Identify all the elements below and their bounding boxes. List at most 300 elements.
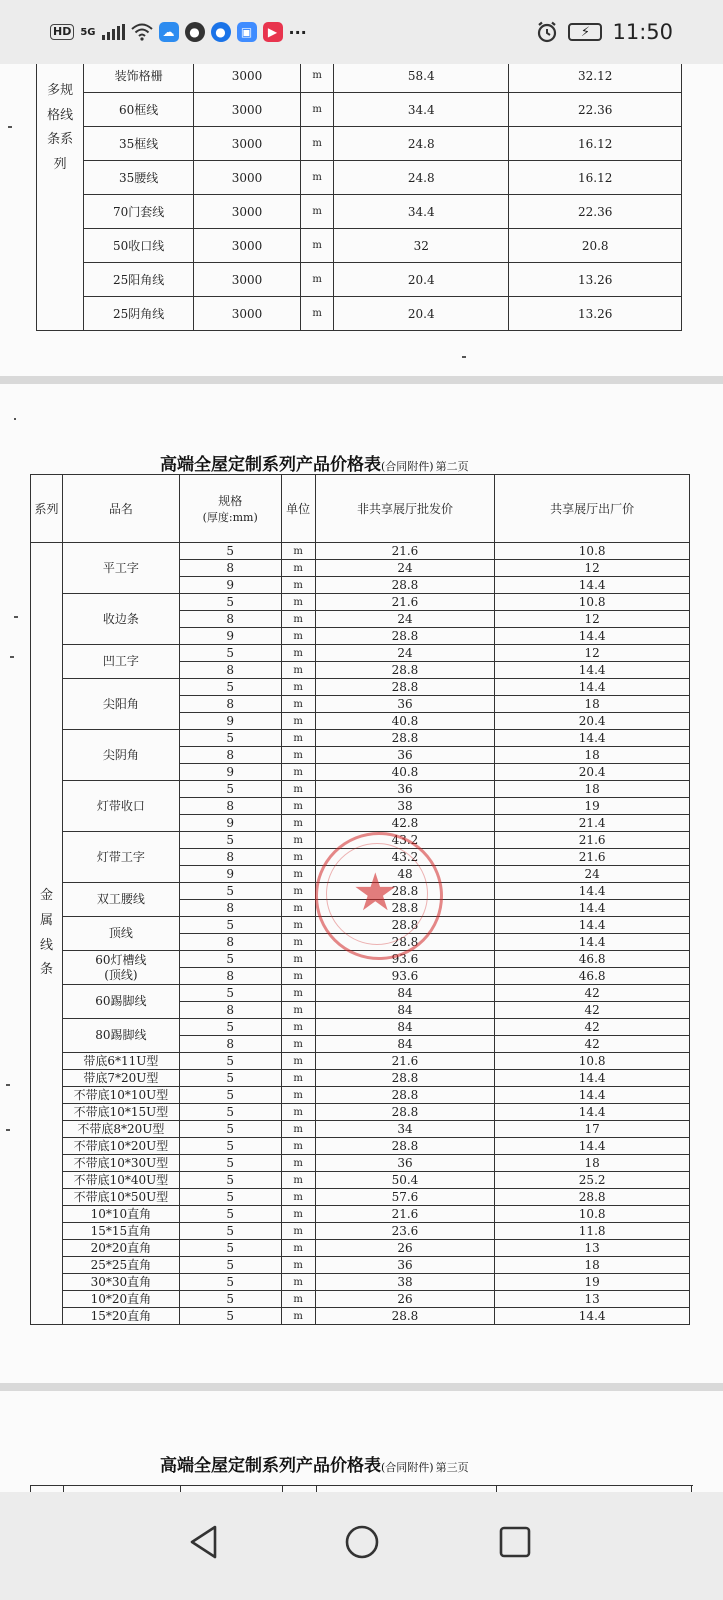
factory-price: 18 (495, 1155, 690, 1172)
unit-value: m (301, 297, 334, 331)
wholesale-price: 28.8 (315, 1087, 495, 1104)
back-triangle-icon (188, 1524, 220, 1560)
spec-value: 3000 (194, 229, 301, 263)
factory-price: 46.8 (495, 968, 690, 985)
header-spec-label: 规格 (218, 494, 243, 508)
product-name: 不带底10*15U型 (63, 1104, 180, 1121)
table-row (37, 297, 682, 331)
unit-value: m (281, 1087, 315, 1104)
wholesale-price: 32 (334, 229, 509, 263)
wholesale-price: 24 (315, 645, 495, 662)
unit-value: m (281, 1240, 315, 1257)
table-row (31, 1206, 690, 1223)
table-row (31, 1274, 690, 1291)
wholesale-price: 34.4 (334, 93, 509, 127)
spec-value: 5 (179, 1070, 281, 1087)
spec-value: 5 (179, 543, 281, 560)
wholesale-price: 57.6 (315, 1189, 495, 1206)
wholesale-price: 84 (315, 1002, 495, 1019)
unit-value: m (281, 917, 315, 934)
page-label: 第二页 (435, 460, 469, 473)
wholesale-price: 20.4 (334, 263, 509, 297)
product-name: 凹工字 (63, 645, 180, 679)
product-name: 15*15直角 (63, 1223, 180, 1240)
factory-price: 18 (495, 1257, 690, 1274)
spec-value: 3000 (194, 263, 301, 297)
product-name: 30*30直角 (63, 1274, 180, 1291)
unit-value: m (281, 713, 315, 730)
spec-value: 5 (179, 1257, 281, 1274)
unit-value: m (281, 1019, 315, 1036)
table-row (31, 951, 690, 968)
status-right (536, 20, 673, 44)
table-row (31, 1172, 690, 1189)
factory-price: 14.4 (495, 1087, 690, 1104)
price-table-page-2 (30, 474, 690, 1325)
spec-value: 5 (179, 1121, 281, 1138)
wholesale-price: 28.8 (315, 917, 495, 934)
wholesale-price: 20.4 (334, 297, 509, 331)
spec-value: 8 (179, 747, 281, 764)
factory-price: 10.8 (495, 543, 690, 560)
factory-price: 12 (495, 560, 690, 577)
spec-value: 8 (179, 696, 281, 713)
product-name: 收边条 (63, 594, 180, 645)
spec-value: 5 (179, 645, 281, 662)
product-name: 80踢脚线 (63, 1019, 180, 1053)
factory-price: 10.8 (495, 594, 690, 611)
document-page-2 (0, 384, 723, 1383)
spec-value: 8 (179, 900, 281, 917)
product-name: 不带底10*20U型 (63, 1138, 180, 1155)
unit-value: m (281, 951, 315, 968)
unit-value: m (301, 195, 334, 229)
status-bar (0, 0, 723, 64)
title-text: 高端全屋定制系列产品价格表 (160, 1456, 381, 1476)
unit-value: m (281, 645, 315, 662)
table-row (31, 917, 690, 934)
hd-badge: HD (50, 24, 74, 40)
spec-value: 9 (179, 713, 281, 730)
product-name: 双工腰线 (63, 883, 180, 917)
spec-value: 5 (179, 832, 281, 849)
factory-price: 14.4 (495, 679, 690, 696)
header-spec (179, 475, 281, 543)
wholesale-price: 38 (315, 798, 495, 815)
unit-value: m (301, 161, 334, 195)
factory-price: 16.12 (509, 127, 682, 161)
spec-value: 5 (179, 1138, 281, 1155)
spec-value: 9 (179, 764, 281, 781)
wholesale-price: 24.8 (334, 127, 509, 161)
table-row (31, 1189, 690, 1206)
spec-value: 5 (179, 951, 281, 968)
wholesale-price: 42.8 (315, 815, 495, 832)
spec-value: 3000 (194, 195, 301, 229)
wholesale-price: 84 (315, 1036, 495, 1053)
product-name: 35框线 (84, 127, 194, 161)
scan-speck (6, 1084, 10, 1086)
spec-value: 3000 (194, 127, 301, 161)
header-unit: 单位 (281, 475, 315, 543)
factory-price: 14.4 (495, 934, 690, 951)
wifi-icon (131, 23, 153, 41)
unit-value: m (281, 985, 315, 1002)
unit-value: m (281, 577, 315, 594)
factory-price: 22.36 (509, 195, 682, 229)
document-page-1 (0, 64, 723, 376)
price-table-page-1 (36, 64, 682, 331)
factory-price: 42 (495, 1002, 690, 1019)
wholesale-price: 28.8 (315, 679, 495, 696)
factory-price: 12 (495, 611, 690, 628)
unit-value: m (281, 1206, 315, 1223)
spec-value: 5 (179, 1104, 281, 1121)
browser-app-icon: ● (211, 22, 231, 42)
wholesale-price: 36 (315, 1257, 495, 1274)
page-3-table-top (30, 1485, 693, 1492)
factory-price: 14.4 (495, 1070, 690, 1087)
video-app-icon: ▶ (263, 22, 283, 42)
product-name: 70门套线 (84, 195, 194, 229)
wholesale-price: 23.6 (315, 1223, 495, 1240)
unit-value: m (281, 628, 315, 645)
spec-value: 8 (179, 849, 281, 866)
table-row (31, 1155, 690, 1172)
table-row (37, 161, 682, 195)
spec-value: 5 (179, 1291, 281, 1308)
unit-value: m (281, 1070, 315, 1087)
cloud-app-icon: ☁ (159, 22, 179, 42)
factory-price: 13 (495, 1240, 690, 1257)
wholesale-price: 34 (315, 1121, 495, 1138)
spec-value: 9 (179, 628, 281, 645)
spec-value: 8 (179, 968, 281, 985)
factory-price: 10.8 (495, 1206, 690, 1223)
signal-icon (102, 24, 125, 40)
message-app-icon: ● (185, 22, 205, 42)
clock: 11:50 (612, 20, 673, 44)
product-name: 不带底8*20U型 (63, 1121, 180, 1138)
unit-value: m (281, 662, 315, 679)
unit-value: m (281, 543, 315, 560)
spec-value: 5 (179, 1155, 281, 1172)
spec-value: 5 (179, 1172, 281, 1189)
spec-value: 5 (179, 883, 281, 900)
product-name: 50收口线 (84, 229, 194, 263)
unit-value: m (281, 1138, 315, 1155)
wholesale-price: 21.6 (315, 594, 495, 611)
product-name: 10*10直角 (63, 1206, 180, 1223)
factory-price: 46.8 (495, 951, 690, 968)
factory-price: 14.4 (495, 662, 690, 679)
wholesale-price: 28.8 (315, 1104, 495, 1121)
wholesale-price: 28.8 (315, 662, 495, 679)
wholesale-price: 93.6 (315, 951, 495, 968)
product-name: 60灯槽线 (顶线) (63, 951, 180, 985)
wholesale-price: 93.6 (315, 968, 495, 985)
header-spec-sub: (厚度:mm) (202, 511, 258, 524)
table-row (31, 781, 690, 798)
spec-value: 5 (179, 1087, 281, 1104)
table-row (37, 127, 682, 161)
table-row (31, 1104, 690, 1121)
table-row (31, 1308, 690, 1325)
spec-value: 5 (179, 1206, 281, 1223)
table-row (31, 1053, 690, 1070)
wholesale-price: 28.8 (315, 934, 495, 951)
product-name: 装饰格栅 (84, 64, 194, 93)
page-title (160, 450, 469, 475)
recents-square-icon (498, 1525, 532, 1559)
unit-value: m (281, 968, 315, 985)
product-name: 顶线 (63, 917, 180, 951)
unit-value: m (281, 1002, 315, 1019)
factory-price: 14.4 (495, 1104, 690, 1121)
product-name: 20*20直角 (63, 1240, 180, 1257)
unit-value: m (281, 798, 315, 815)
wholesale-price: 28.8 (315, 1138, 495, 1155)
recents-button[interactable] (495, 1522, 535, 1562)
factory-price: 14.4 (495, 900, 690, 917)
table-row (31, 679, 690, 696)
factory-price: 32.12 (509, 64, 682, 93)
factory-price: 13.26 (509, 263, 682, 297)
table-row (31, 1019, 690, 1036)
unit-value: m (281, 1104, 315, 1121)
spec-value: 5 (179, 781, 281, 798)
spec-value: 5 (179, 594, 281, 611)
spec-value: 5 (179, 679, 281, 696)
wholesale-price: 38 (315, 1274, 495, 1291)
spec-value: 5 (179, 1223, 281, 1240)
factory-price: 17 (495, 1121, 690, 1138)
wholesale-price: 40.8 (315, 764, 495, 781)
unit-value: m (281, 883, 315, 900)
unit-value: m (281, 594, 315, 611)
unit-value: m (281, 1274, 315, 1291)
wholesale-price: 50.4 (315, 1172, 495, 1189)
factory-price: 14.4 (495, 1138, 690, 1155)
spec-value: 5 (179, 1274, 281, 1291)
wholesale-price: 28.8 (315, 900, 495, 917)
more-notifications-icon: ··· (288, 22, 307, 42)
factory-price: 13.26 (509, 297, 682, 331)
spec-value: 8 (179, 934, 281, 951)
product-name: 60框线 (84, 93, 194, 127)
unit-value: m (281, 832, 315, 849)
spec-value: 8 (179, 1002, 281, 1019)
factory-price: 11.8 (495, 1223, 690, 1240)
spec-value: 5 (179, 917, 281, 934)
shop-app-icon: ▣ (237, 22, 257, 42)
home-button[interactable] (342, 1522, 382, 1562)
table-row (37, 93, 682, 127)
spec-value: 3000 (194, 297, 301, 331)
scan-speck (14, 616, 18, 618)
wholesale-price: 48 (315, 866, 495, 883)
unit-value: m (281, 1155, 315, 1172)
product-name: 平工字 (63, 543, 180, 594)
spec-value: 8 (179, 798, 281, 815)
product-name: 尖阴角 (63, 730, 180, 781)
title-note: (合同附件) (381, 460, 434, 473)
seal-star-icon: ★ (352, 863, 399, 923)
table-row (31, 883, 690, 900)
navigation-bar (0, 1492, 723, 1600)
spec-value: 9 (179, 577, 281, 594)
header-factory: 共享展厅出厂价 (495, 475, 690, 543)
factory-price: 18 (495, 781, 690, 798)
unit-value: m (281, 1172, 315, 1189)
spec-value: 8 (179, 662, 281, 679)
product-name: 灯带工字 (63, 832, 180, 883)
spec-value: 5 (179, 985, 281, 1002)
factory-price: 21.6 (495, 849, 690, 866)
spec-value: 5 (179, 1240, 281, 1257)
wholesale-price: 36 (315, 1155, 495, 1172)
unit-value: m (281, 1036, 315, 1053)
factory-price: 10.8 (495, 1053, 690, 1070)
unit-value: m (281, 1223, 315, 1240)
product-name: 25*25直角 (63, 1257, 180, 1274)
product-name: 不带底10*30U型 (63, 1155, 180, 1172)
factory-price: 42 (495, 985, 690, 1002)
home-circle-icon (344, 1524, 380, 1560)
product-name: 带底6*11U型 (63, 1053, 180, 1070)
header-wholesale: 非共享展厅批发价 (315, 475, 495, 543)
factory-price: 25.2 (495, 1172, 690, 1189)
wholesale-price: 84 (315, 985, 495, 1002)
document-page-3 (0, 1391, 723, 1492)
unit-value: m (301, 93, 334, 127)
back-button[interactable] (184, 1522, 224, 1562)
spec-value: 9 (179, 866, 281, 883)
factory-price: 19 (495, 798, 690, 815)
alarm-icon (536, 21, 558, 43)
table-row (31, 1070, 690, 1087)
spec-value: 5 (179, 1019, 281, 1036)
factory-price: 18 (495, 747, 690, 764)
factory-price: 22.36 (509, 93, 682, 127)
unit-value: m (281, 679, 315, 696)
unit-value: m (281, 764, 315, 781)
table-row (37, 263, 682, 297)
table-row (31, 1087, 690, 1104)
table-row (31, 1138, 690, 1155)
scan-speck (10, 656, 14, 658)
unit-value: m (281, 900, 315, 917)
unit-value: m (281, 934, 315, 951)
product-name: 60踢脚线 (63, 985, 180, 1019)
unit-value: m (281, 815, 315, 832)
spec-value: 5 (179, 1308, 281, 1325)
wholesale-price: 43.2 (315, 849, 495, 866)
factory-price: 14.4 (495, 917, 690, 934)
unit-value: m (281, 1189, 315, 1206)
product-name: 25阴角线 (84, 297, 194, 331)
factory-price: 20.4 (495, 713, 690, 730)
product-name: 10*20直角 (63, 1291, 180, 1308)
factory-price: 42 (495, 1036, 690, 1053)
series-cell: 金属线条 (31, 543, 63, 1325)
factory-price: 13 (495, 1291, 690, 1308)
table-header-row (31, 475, 690, 543)
wholesale-price: 28.8 (315, 628, 495, 645)
wholesale-price: 36 (315, 781, 495, 798)
wholesale-price: 28.8 (315, 883, 495, 900)
factory-price: 12 (495, 645, 690, 662)
wholesale-price: 84 (315, 1019, 495, 1036)
title-text: 高端全屋定制系列产品价格表 (160, 455, 381, 475)
factory-price: 18 (495, 696, 690, 713)
unit-value: m (281, 747, 315, 764)
battery-icon: ⚡ (568, 23, 602, 41)
scan-speck (6, 1129, 10, 1131)
unit-value: m (281, 866, 315, 883)
table-row (37, 64, 682, 93)
page-label: 第三页 (435, 1461, 469, 1474)
unit-value: m (281, 696, 315, 713)
factory-price: 14.4 (495, 883, 690, 900)
table-row (31, 1291, 690, 1308)
unit-value: m (281, 1053, 315, 1070)
table-row (31, 730, 690, 747)
unit-value: m (281, 560, 315, 577)
network-type: 5G (80, 26, 96, 38)
wholesale-price: 26 (315, 1291, 495, 1308)
factory-price: 21.4 (495, 815, 690, 832)
unit-value: m (281, 730, 315, 747)
spec-value: 8 (179, 560, 281, 577)
page-title (160, 1451, 469, 1476)
factory-price: 21.6 (495, 832, 690, 849)
status-left (50, 22, 307, 42)
wholesale-price: 28.8 (315, 577, 495, 594)
table-row (37, 229, 682, 263)
product-name: 不带底10*40U型 (63, 1172, 180, 1189)
spec-value: 3000 (194, 93, 301, 127)
factory-price: 14.4 (495, 577, 690, 594)
spec-value: 3000 (194, 161, 301, 195)
spec-value: 5 (179, 1189, 281, 1206)
scan-speck (14, 418, 16, 420)
header-series: 系列 (31, 475, 63, 543)
unit-value: m (281, 1257, 315, 1274)
table-row (31, 1121, 690, 1138)
scan-speck (8, 126, 12, 128)
wholesale-price: 21.6 (315, 1206, 495, 1223)
wholesale-price: 21.6 (315, 543, 495, 560)
series-cell: 多规格线条系列 (37, 64, 84, 331)
wholesale-price: 24.8 (334, 161, 509, 195)
wholesale-price: 28.8 (315, 1308, 495, 1325)
table-row (37, 195, 682, 229)
unit-value: m (301, 263, 334, 297)
scan-speck (462, 356, 466, 358)
header-name: 品名 (63, 475, 180, 543)
table-row (31, 985, 690, 1002)
wholesale-price: 28.8 (315, 730, 495, 747)
table-row (31, 645, 690, 662)
wholesale-price: 24 (315, 560, 495, 577)
wholesale-price: 34.4 (334, 195, 509, 229)
factory-price: 20.8 (509, 229, 682, 263)
product-name: 带底7*20U型 (63, 1070, 180, 1087)
factory-price: 28.8 (495, 1189, 690, 1206)
title-note: (合同附件) (381, 1461, 434, 1474)
unit-value: m (281, 781, 315, 798)
